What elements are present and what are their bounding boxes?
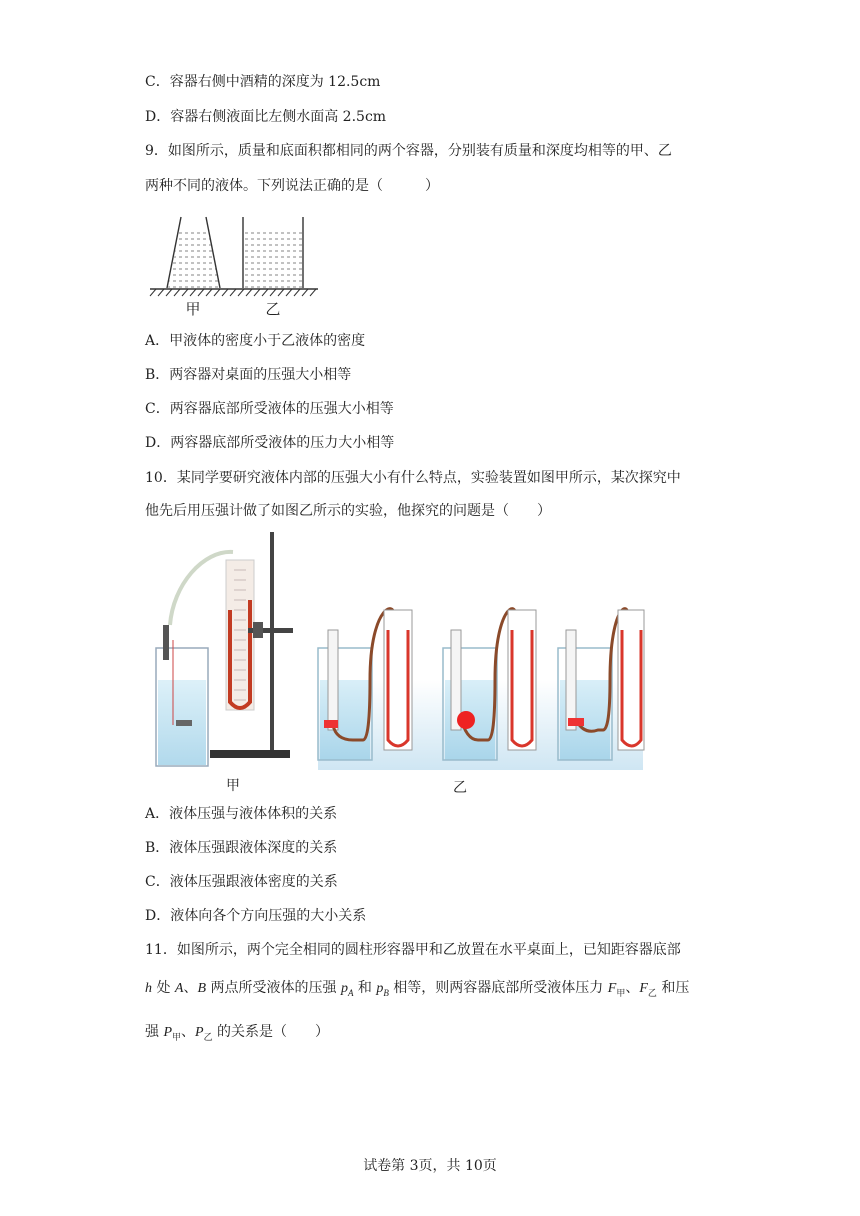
stand-base bbox=[210, 750, 290, 758]
q10-option-a: A．液体压强与液体体积的关系 bbox=[145, 806, 338, 822]
experiment-3 bbox=[558, 609, 644, 760]
q10-option-b: B．液体压强跟液体深度的关系 bbox=[145, 840, 338, 856]
q8-option-d: D．容器右侧液面比左侧水面高 2.5cm bbox=[145, 109, 387, 125]
q9-stem-line1: 9．如图所示，质量和底面积都相同的两个容器，分别装有质量和深度均相等的甲、乙 bbox=[145, 143, 672, 159]
q10-stem-line1: 10．某同学要研究液体内部的压强大小有什么特点，实验装置如图甲所示，某次探究中 bbox=[145, 470, 681, 486]
q9-option-d: D．两容器底部所受液体的压力大小相等 bbox=[145, 435, 395, 451]
label-jia: 甲 bbox=[185, 300, 201, 318]
label-jia: 甲 bbox=[226, 778, 240, 794]
label-yi: 乙 bbox=[265, 300, 281, 318]
q9-figure bbox=[148, 212, 323, 322]
q10-stem-line2: 他先后用压强计做了如图乙所示的实验，他探究的问题是（ ） bbox=[145, 503, 551, 519]
q11-stem-line3: 强 $P_甲$、$P_乙$ 的关系是（ ） bbox=[145, 1024, 330, 1043]
q9-stem-line2: 两种不同的液体。下列说法正确的是（ ） bbox=[145, 178, 439, 194]
q9-option-a: A．甲液体的密度小于乙液体的密度 bbox=[145, 333, 366, 349]
q8-option-c: C．容器右侧中酒精的深度为 12.5cm bbox=[145, 74, 381, 90]
q11-stem-line2: h 处 A、B 两点所受液体的压强 $p_A$ 和 $p_B$ 相等，则两容器底部所受液体压力 $F_甲$、$F_乙$ 和压 bbox=[145, 980, 690, 999]
page-footer: 试卷第 3页，共 10页 bbox=[363, 1158, 497, 1174]
q10-figure bbox=[148, 530, 648, 795]
experiment-1 bbox=[318, 609, 412, 760]
q10-option-d: D．液体向各个方向压强的大小关系 bbox=[145, 908, 367, 924]
q9-option-b: B．两容器对桌面的压强大小相等 bbox=[145, 367, 352, 383]
container-yi-liquid bbox=[243, 232, 303, 288]
apparatus-jia bbox=[156, 532, 293, 766]
q10-option-c: C．液体压强跟液体密度的关系 bbox=[145, 874, 338, 890]
label-yi: 乙 bbox=[453, 780, 467, 795]
q9-option-c: C．两容器底部所受液体的压强大小相等 bbox=[145, 401, 394, 417]
experiment-2 bbox=[443, 609, 536, 760]
stand-rod bbox=[270, 532, 274, 752]
q11-stem-line1: 11．如图所示，两个完全相同的圆柱形容器甲和乙放置在水平桌面上，已知距容器底部 bbox=[145, 942, 681, 958]
